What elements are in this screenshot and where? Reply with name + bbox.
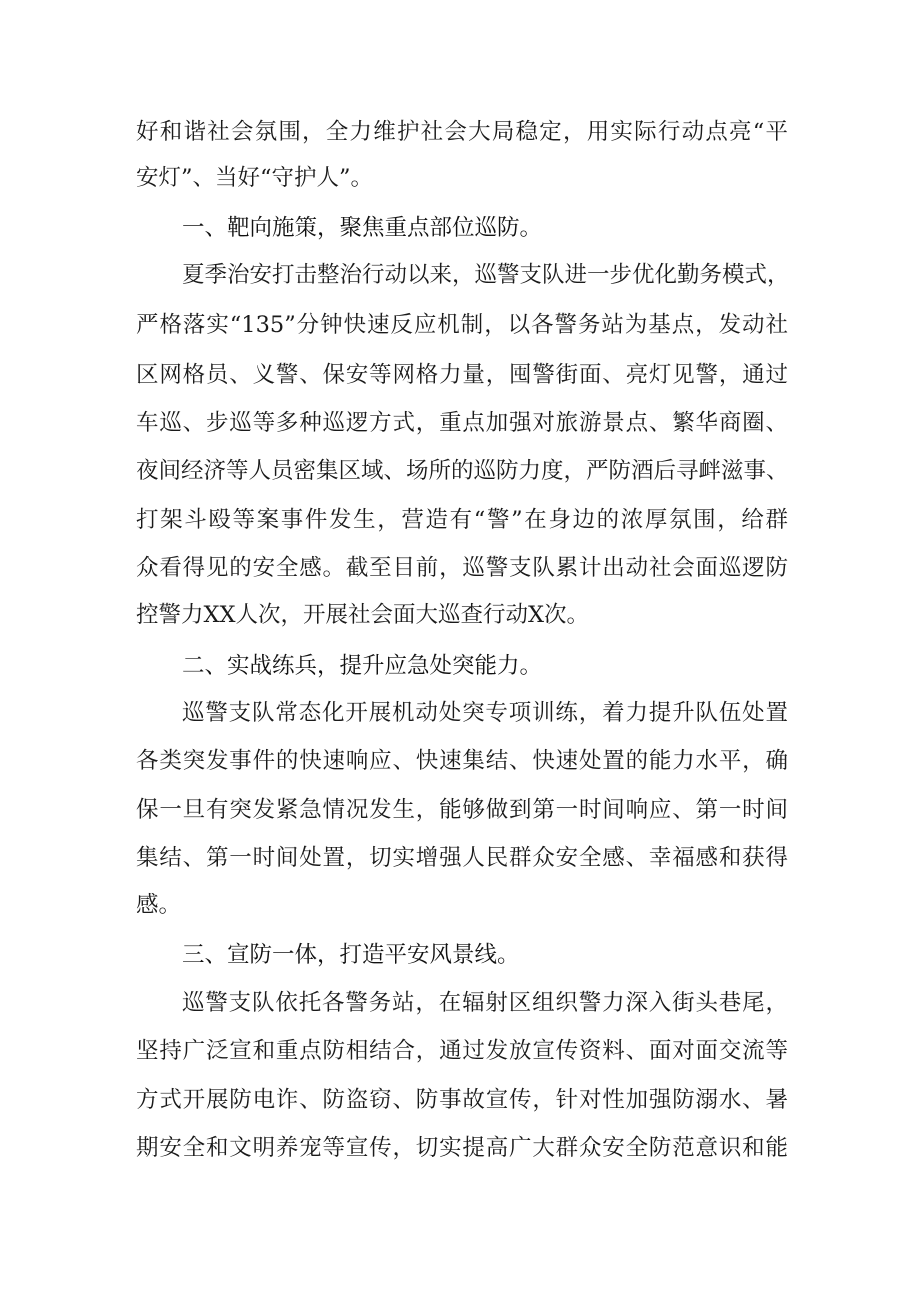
paragraph-line: 车巡、步巡等多种巡逻方式，重点加强对旅游景点、繁华商圈、 [136, 410, 788, 436]
paragraph-line: 巡警支队常态化开展机动处突专项训练，着力提升队伍处置 [182, 700, 788, 726]
paragraph-line: 方式开展防电诈、防盗窃、防事故宣传，针对性加强防溺水、暑 [136, 1087, 788, 1113]
paragraph-line: 坚持广泛宣和重点防相结合，通过发放宣传资料、面对面交流等 [136, 1038, 788, 1064]
section-heading: 三、宣防一体，打造平安风景线。 [182, 942, 520, 968]
paragraph-line: 严格落实“135”分钟快速反应机制，以各警务站为基点，发动社 [136, 312, 788, 338]
paragraph-line: 期安全和文明养宠等宣传，切实提高广大群众安全防范意识和能 [136, 1135, 788, 1161]
section-heading: 二、实战练兵，提升应急处突能力。 [182, 653, 543, 679]
paragraph-line: 控警力XX人次，开展社会面大巡查行动X次。 [136, 602, 590, 628]
paragraph-line: 巡警支队依托各警务站，在辐射区组织警力深入街头巷尾， [182, 990, 788, 1016]
section-heading: 一、靶向施策，聚焦重点部位巡防。 [182, 215, 543, 241]
paragraph-line: 感。 [136, 892, 182, 918]
paragraph-line: 打架斗殴等案事件发生，营造有“警”在身边的浓厚氛围，给群 [136, 507, 788, 533]
paragraph-line: 安灯”、当好“守护人”。 [136, 165, 374, 191]
paragraph-line: 集结、第一时间处置，切实增强人民群众安全感、幸福感和获得 [136, 845, 788, 871]
paragraph-line: 保一旦有突发紧急情况发生，能够做到第一时间响应、第一时间 [136, 797, 788, 823]
paragraph-line: 夜间经济等人员密集区域、场所的巡防力度，严防酒后寻衅滋事、 [136, 458, 789, 484]
paragraph-line: 好和谐社会氛围，全力维护社会大局稳定，用实际行动点亮“平 [136, 119, 788, 145]
paragraph-line: 区网格员、义警、保安等网格力量，囤警街面、亮灯见警，通过 [136, 362, 788, 388]
paragraph-line: 众看得见的安全感。截至目前，巡警支队累计出动社会面巡逻防 [136, 555, 788, 581]
paragraph-line: 夏季治安打击整治行动以来，巡警支队进一步优化勤务模式， [182, 262, 790, 288]
paragraph-line: 各类突发事件的快速响应、快速集结、快速处置的能力水平，确 [136, 748, 788, 774]
